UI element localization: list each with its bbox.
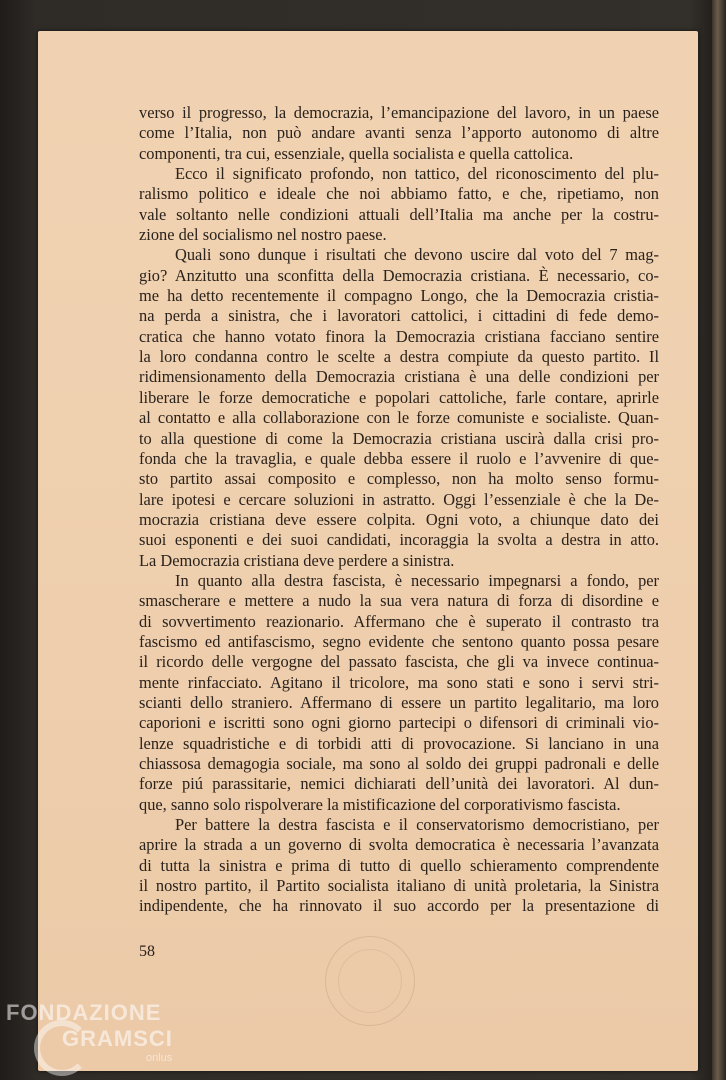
- text-line: que, sanno solo rispolverare la mistificazione del corporativismo fascista.: [139, 794, 621, 814]
- text-line: me ha detto recentemente il compagno Longo, che la Democrazia cristia-: [139, 286, 659, 306]
- text-line: al contatto e alla collaborazione con le forze comuniste e socialiste. Quan-: [139, 408, 659, 428]
- watermark-line-2: GRAMSCI: [62, 1026, 173, 1051]
- watermark-line-3: onlus: [146, 1052, 173, 1064]
- text-line: Quali sono dunque i risultati che devono uscire dal voto del 7 mag-: [175, 245, 659, 265]
- text-line: lenze squadristiche e di torbidi atti di provocazione. Si lanciano in una: [139, 733, 659, 753]
- paragraph: [139, 245, 659, 571]
- text-line: lare ipotesi e cercare soluzioni in astratto. Oggi l’essenziale è che la De-: [139, 489, 659, 509]
- text-line: gio? Anzitutto una sconfitta della Democrazia cristiana. È necessario, co-: [139, 265, 659, 285]
- book-binding-edge: [712, 0, 726, 1080]
- text-line: chiassosa demagogia sociale, ma sono al soldo dei gruppi padronali e delle: [139, 754, 659, 773]
- library-stamp-inner-ring: [338, 949, 402, 1013]
- paragraph: [139, 571, 659, 815]
- text-line: il nostro partito, il Partito socialista italiano di unità proletaria, la Sinistra: [139, 876, 659, 896]
- text-line: di sovvertimento reazionario. Affermano che è superato il contrasto tra: [139, 611, 659, 631]
- text-line: ridimensionamento della Democrazia cristiana è una delle condizioni per: [139, 367, 659, 387]
- paragraph: [139, 103, 659, 164]
- text-line: mente rinfacciato. Agitano il tricolore, ma sono stati e sono i servi stri-: [139, 672, 659, 692]
- text-line: smascherare e mettere a nudo la sua vera natura di forza di disordine e: [139, 591, 659, 611]
- text-line: vale soltanto nelle condizioni attuali dell’Italia ma anche per la costru-: [139, 204, 659, 224]
- page-body-text: [139, 103, 659, 917]
- text-line: indipendente, che ha rinnovato il suo accordo per la presentazione di: [139, 896, 659, 916]
- text-line: In quanto alla destra fascista, è necessario impegnarsi a fondo, per: [175, 570, 659, 590]
- text-line: zione del socialismo nel nostro paese.: [139, 225, 387, 245]
- text-line: sto partito assai composito e complesso, non ha molto senso formu-: [139, 469, 659, 489]
- book-page: [38, 31, 698, 1071]
- text-line: suoi esponenti e dei suoi candidati, incoraggia la svolta a destra in atto.: [139, 530, 659, 550]
- text-line: componenti, tra cui, essenziale, quella socialista e quella cattolica.: [139, 143, 574, 163]
- watermark-line-1: FONDAZIONE: [6, 1000, 162, 1025]
- text-line: forze piú parassitarie, nemici dichiarati dell’unità dei lavoratori. Al dun-: [139, 774, 659, 794]
- text-line: fascismo ed antifascismo, segno evidente che sentono quanto possa pesare: [139, 631, 659, 651]
- paragraph: [139, 815, 659, 917]
- text-line: liberare le forze democratiche e popolari cattoliche, farle contare, aprirle: [139, 387, 659, 407]
- paragraph: [139, 164, 659, 245]
- text-line: scianti dello straniero. Affermano di essere un partito legalitario, ma loro: [139, 692, 659, 712]
- fondazione-gramsci-watermark: [6, 1000, 206, 1080]
- text-line: la loro condanna contro le scelte a destra compiute da questo partito. Il: [139, 347, 659, 367]
- text-line: verso il progresso, la democrazia, l’emancipazione del lavoro, in un paese: [139, 103, 659, 122]
- text-line: caporioni e iscritti sono ogni giorno partecipi o difensori di criminali vio-: [139, 713, 659, 733]
- text-line: La Democrazia cristiana deve perdere a sinistra.: [139, 550, 455, 570]
- page-number: 58: [139, 943, 155, 960]
- text-line: come l’Italia, non può andare avanti senza l’apporto autonomo di altre: [139, 123, 659, 143]
- text-line: to alla questione di come la Democrazia cristiana uscirà dalla crisi pro-: [139, 428, 659, 448]
- text-line: mocrazia cristiana deve essere colpita. Ogni voto, a chiunque dato dei: [139, 509, 659, 529]
- text-line: Per battere la destra fascista e il conservatorismo democristiano, per: [175, 815, 659, 835]
- text-line: ralismo politico e ideale che noi abbiamo fatto, e che, ripetiamo, non: [139, 184, 659, 204]
- text-line: aprire la strada a un governo di svolta democratica è necessaria l’avanzata: [139, 835, 659, 855]
- text-line: il ricordo delle vergogne del passato fascista, che gli va invece continua-: [139, 652, 659, 672]
- text-line: cratica che hanno votato finora la Democrazia cristiana facciano sentire: [139, 326, 659, 346]
- text-line: na perda a sinistra, che i lavoratori cattolici, i cittadini di fede demo-: [139, 306, 659, 326]
- text-line: fonda che la travaglia, e quale debba essere il ruolo e l’avvenire di que-: [139, 448, 659, 468]
- library-stamp: [325, 936, 415, 1026]
- text-line: Ecco il significato profondo, non tattico, del riconoscimento del plu-: [175, 164, 659, 184]
- text-line: di tutta la sinistra e prima di tutto di quello schieramento comprendente: [139, 855, 659, 875]
